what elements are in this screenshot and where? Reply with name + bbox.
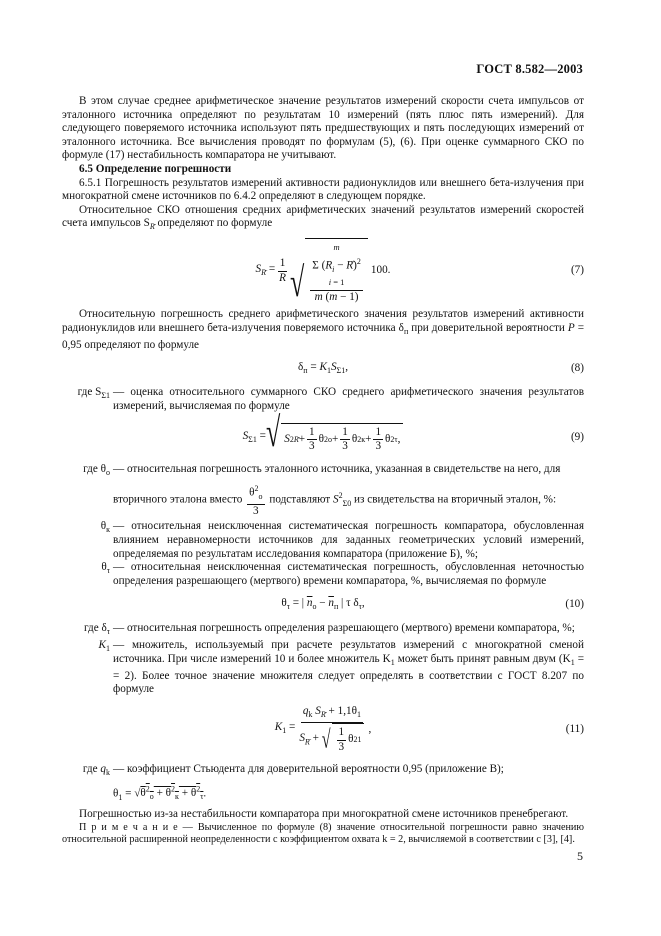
paragraph-6-5-1: 6.5.1 Погрешность результатов измерений активности радионуклидов или внешнего бета-излучения при многократной смене источников по 6.4.2 определяют в следующем порядке. — [62, 176, 584, 203]
paragraph-rel-error: Относительную погрешность среднего арифметического значения результатов измерений активности радионуклидов или внешнего бета-излучения поверяемого источника $\delta_п$ при доверительной вероятности P = 0,95 определяют по формуле — [62, 308, 584, 351]
where-k1: $K_1$ — множитель, используемый при расчете результатов измерений с многократной сменой источника. При числе измерений 10 и более множитель $K_1$ может быть принят равным двум ($K_1$ = = 2). Более точное значение множителя следует определять в соответствии с ГОСТ 8.207 по формуле — [98, 639, 585, 696]
where-qk: где $q_k$ — коэффициент Стьюдента для доверительной вероятности 0,95 (приложение В); — [82, 762, 504, 777]
where-theta-o: где $\theta_о$ — относительная погрешность эталонного источника, указанная в свидетельстве на него, для — [83, 463, 561, 478]
paragraph-rel-sko: Относительное СКО отношения средних арифметических значений результатов измерений скоростей счета импульсов $S_R$ определяют по формуле — [62, 203, 584, 232]
formula-10: $\theta_\tau$ = | $\overline{n}_о - \overline{n}_п$ | τ $\delta_\tau$, (10) — [281, 596, 584, 612]
formula-9: $S_{\Sigma 1}$ = √ S 2 R + $\frac{1}{3}$ θ 2 о + $\frac{1}{3}$ θ 2 к + $\frac{1}{3}$ θ 2 τ , (9) — [242, 409, 584, 456]
where-theta-o-cont: вторичного эталона вместо $\frac{\theta^2_о}{3}$ подставляют $S^2_{\Sigma 0}$ из свидетельства на вторичный эталон, %: — [113, 484, 557, 517]
where-s-sigma: где $S_{\Sigma 1}$ — оценка относительного суммарного СКО среднего арифметического значения результатов измерений, вычисляемая по формуле — [77, 386, 584, 412]
formula-11: $K_1$ = $q_k$ $S_R + 1,1\theta_1$ $S_R$ + √ $\frac{1}{3}$ θ 2 1 , (11) — [274, 705, 584, 755]
where-theta-t: $\theta_\tau$ — относительная неисключенная систематическая погрешность, обусловленная неточностью определения разрешающего (мертвого) времени компаратора, %, вычисляемая по формуле — [101, 561, 584, 587]
where-delta-t: где $\delta_\tau$ — относительная погрешность определения разрешающего (мертвого) времени компаратора, %; — [84, 622, 575, 637]
section-heading-6-5: 6.5 Определение погрешности — [79, 162, 232, 175]
paragraph-1: В этом случае среднее арифметическое значение результатов измерений скорости счета импульсов от эталонного источника определяют по результатам 10 измерений (пять плюс пять измерений). Для следующего поверяемого источника используют пять предшествующих и пять последующих измерений от эталонного источника. Все вычисления проводят по формулам (5), (6). При оценке суммарного СКО по формуле (17) нестабильность компаратора не учитывают. — [62, 95, 584, 162]
page-header: ГОСТ 8.582—2003 — [476, 62, 583, 76]
formula-7: $S_R$ = $\frac{1}{R}$ √ m Σ ($R_i$ − R̄)$^2$ i = 1 m (m − 1) 100. (7) — [62, 240, 584, 302]
note: П р и м е ч а н и е — Вычисленное по формуле (8) значение относительной погрешности равно значению относительной расширенной неопределенности с коэффициентом охвата k = 2, вычисляемой в соответствии с [3], [4]. — [62, 821, 584, 846]
where-theta-k: $\theta_к$ — относительная неисключенная систематическая погрешность компаратора, обусловленная влиянием неравномерности источников для заданных геометрических условий измерений, определяемая по результатам исследования компаратора (приложение Б), %; — [100, 520, 584, 560]
paragraph-instability: Погрешностью из-за нестабильности компаратора при многократной смене источников пренебрегают. — [79, 808, 569, 821]
formula-8: $\delta_п = K_1S_{\Sigma 1}$, (8) — [298, 360, 584, 375]
page-number: 5 — [577, 849, 583, 863]
theta-1-formula: $\theta_1 = √\theta^2_о + \theta^2_к + \theta^2_\tau$. — [113, 784, 207, 802]
page-content — [62, 95, 584, 847]
